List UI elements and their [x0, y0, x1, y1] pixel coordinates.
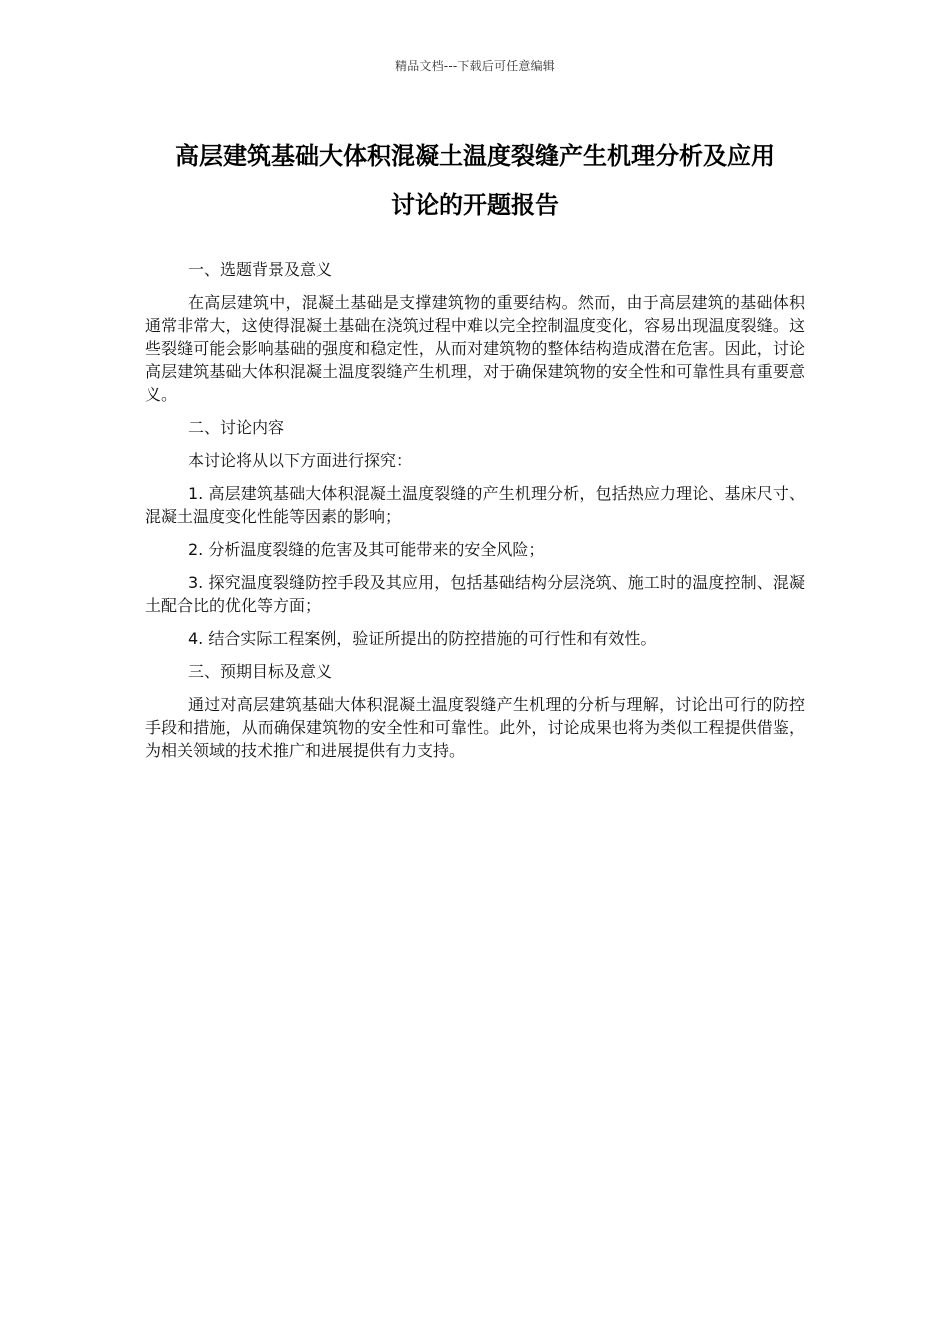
- paragraph-content-intro: 本讨论将从以下方面进行探究：: [188, 451, 413, 470]
- paragraph-goals: 通过对高层建筑基础大体积混凝土温度裂缝产生机理的分析与理解，讨论出可行的防控手段和措施，从而确保建筑物的安全性和可靠性。此外，讨论成果也将为类似工程提供借鉴，为相关领域的技术推广和进展提供有力支持。: [145, 695, 805, 760]
- title-line-1: 高层建筑基础大体积混凝土温度裂缝产生机理分析及应用: [175, 142, 775, 170]
- section-heading-content: 二、讨论内容: [188, 418, 285, 437]
- section-heading-goals: 三、预期目标及意义: [188, 662, 333, 681]
- title-line-2: 讨论的开题报告: [391, 191, 559, 219]
- list-item: 2. 分析温度裂缝的危害及其可能带来的安全风险；: [188, 540, 545, 559]
- section-heading-background: 一、选题背景及意义: [188, 260, 333, 279]
- list-item: 1. 高层建筑基础大体积混凝土温度裂缝的产生机理分析，包括热应力理论、基床尺寸、混凝土温度变化性能等因素的影响；: [145, 484, 805, 526]
- header-note: 精品文档---下载后可任意编辑: [395, 59, 555, 73]
- list-item: 4. 结合实际工程案例，验证所提出的防控措施的可行性和有效性。: [188, 629, 657, 648]
- document-title: [120, 132, 830, 230]
- document-body: [145, 258, 805, 772]
- list-item: 3. 探究温度裂缝防控手段及其应用，包括基础结构分层浇筑、施工时的温度控制、混凝土配合比的优化等方面；: [145, 573, 805, 615]
- paragraph-background: 在高层建筑中，混凝土基础是支撑建筑物的重要结构。然而，由于高层建筑的基础体积通常非常大，这使得混凝土基础在浇筑过程中难以完全控制温度变化，容易出现温度裂缝。这些裂缝可能会影响基础的强度和稳定性，从而对建筑物的整体结构造成潜在危害。因此，讨论高层建筑基础大体积混凝土温度裂缝产生机理，对于确保建筑物的安全性和可靠性具有重要意义。: [145, 293, 805, 404]
